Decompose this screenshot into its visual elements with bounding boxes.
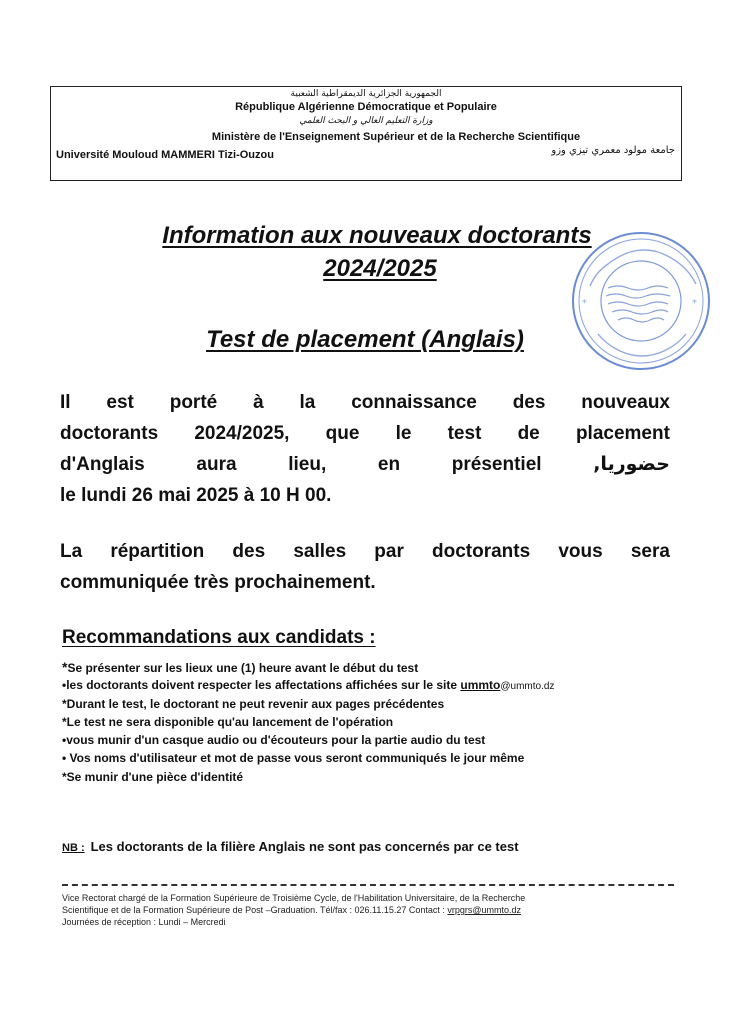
word: porté (169, 392, 218, 413)
word: d'Anglais (60, 454, 145, 475)
footer-contact-text: Scientifique et de la Formation Supérieure de Post –Graduation. Tél/fax : 026.11.15.27 Contact : (62, 905, 448, 915)
list-item (62, 749, 682, 767)
university-stamp-icon (568, 228, 714, 374)
arabic-university-name: جامعة مولود معمري تيزي وزو (551, 145, 675, 156)
nb-note (62, 839, 519, 854)
footer (62, 892, 674, 928)
word: Il (60, 392, 71, 413)
title-line-1: Information aux nouveaux doctorants (162, 222, 592, 249)
word: des (512, 392, 546, 413)
letterhead (50, 86, 682, 181)
word: des (232, 541, 266, 562)
word: connaissance (351, 392, 477, 413)
word: vous (558, 541, 603, 562)
item-text: vous munir d'un casque audio ou d'écouteurs pour la partie audio du test (66, 733, 486, 748)
bullet: • (62, 733, 67, 748)
word: est (106, 392, 134, 413)
site-link[interactable]: ummto (460, 678, 501, 693)
paragraph-line (60, 449, 670, 480)
word: le (395, 423, 412, 444)
bullet: • (62, 678, 67, 693)
word: lieu, (288, 454, 327, 475)
rooms-paragraph (60, 536, 670, 598)
word: test (447, 423, 482, 444)
list-item (62, 731, 682, 749)
nb-label: NB : (62, 842, 85, 854)
item-text: les doctorants doivent respecter les affectations affichées sur le site (66, 678, 461, 693)
word: sera (630, 541, 670, 562)
footer-line: Journées de réception : Lundi – Mercredi (62, 917, 226, 927)
paragraph-line (60, 387, 670, 418)
arabic-word: حضوريا, (593, 453, 670, 475)
paragraph-line: communiquée très prochainement. (60, 572, 376, 593)
list-item (62, 658, 682, 676)
recommendations-heading: Recommandations aux candidats : (62, 627, 376, 648)
word: nouveaux (581, 392, 670, 413)
recommendations-list (62, 658, 682, 786)
ministry-name: Ministère de l'Enseignement Supérieur et de la Recherche Scientifique (211, 131, 581, 143)
item-text: Vos noms d'utilisateur et mot de passe vous seront communiqués le jour même (66, 751, 525, 766)
list-item (62, 676, 682, 694)
contact-email-link[interactable]: vrpgrs@ummto.dz (447, 905, 522, 915)
footer-line: Vice Rectorat chargé de la Formation Supérieure de Troisième Cycle, de l'Habilitation Universitaire, de la Recherche (62, 893, 526, 903)
university-name: Université Mouloud MAMMERI Tizi-Ouzou (56, 149, 274, 161)
word: doctorants (432, 541, 531, 562)
announcement-paragraph (60, 387, 670, 511)
bullet: * (62, 769, 67, 784)
item-text: Se présenter sur les lieux une (1) heure avant le début du test (67, 661, 419, 675)
word: aura (196, 454, 237, 475)
word: que (325, 423, 360, 444)
word: La (60, 541, 83, 562)
word: par (374, 541, 404, 562)
word: 2024/2025, (194, 423, 290, 444)
bullet: * (62, 696, 67, 711)
subtitle-text: Test de placement (Anglais) (206, 326, 524, 353)
word: doctorants (60, 423, 159, 444)
republic-name: République Algérienne Démocratique et Populaire (235, 101, 497, 113)
word: répartition (110, 541, 205, 562)
arabic-republic-name: الجمهورية الجزائرية الديمقراطية الشعبية (290, 89, 442, 99)
bullet: * (62, 714, 67, 729)
exam-date-line: le lundi 26 mai 2025 à 10 H 00. (60, 485, 332, 506)
item-text: Se munir d'une pièce d'identité (66, 769, 244, 784)
word: de (517, 423, 540, 444)
svg-text:*: * (582, 298, 587, 309)
arabic-ministry-name: وزارة التعليم العالي و البحث العلمي (299, 116, 433, 126)
site-domain: @ummto.dz (500, 681, 555, 693)
word: en (377, 454, 401, 475)
list-item (62, 695, 682, 713)
bullet: • (62, 751, 67, 766)
footer-line (62, 904, 674, 916)
word: placement (575, 423, 670, 444)
list-item (62, 768, 682, 786)
svg-text:*: * (692, 298, 697, 309)
word: la (299, 392, 316, 413)
item-text: Durant le test, le doctorant ne peut revenir aux pages précédentes (66, 696, 445, 711)
bullet: * (62, 659, 68, 675)
word: à (253, 392, 264, 413)
paragraph-line (60, 418, 670, 449)
list-item (62, 713, 682, 731)
footer-divider (62, 884, 674, 886)
word: présentiel (451, 454, 542, 475)
nb-text: Les doctorants de la filière Anglais ne sont pas concernés par ce test (90, 839, 519, 854)
title-year: 2024/2025 (323, 255, 437, 282)
word: salles (293, 541, 347, 562)
item-text: Le test ne sera disponible qu'au lancement de l'opération (66, 714, 394, 729)
paragraph-line (60, 536, 670, 567)
